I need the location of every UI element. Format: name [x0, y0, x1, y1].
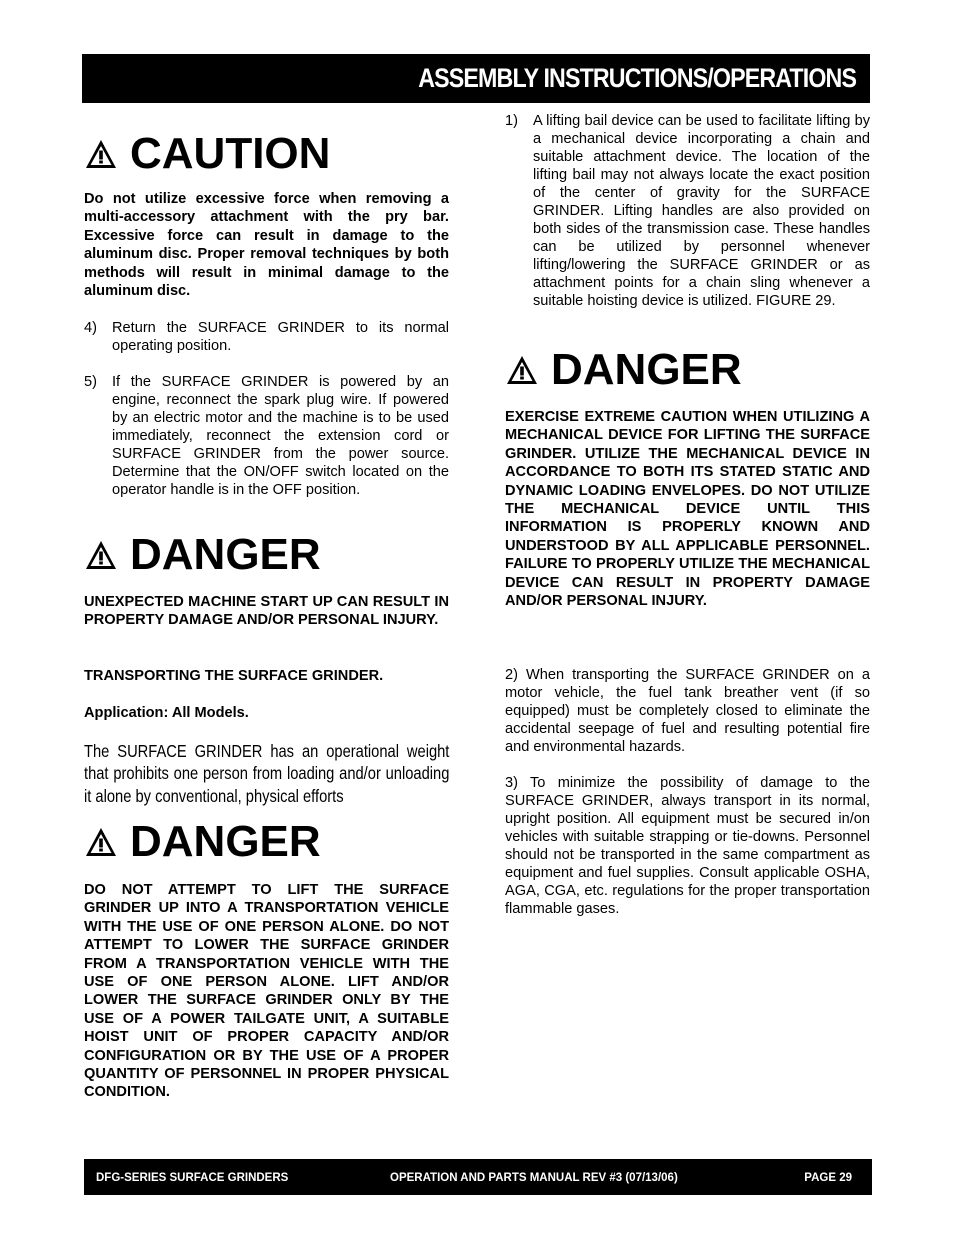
warning-triangle-icon: [505, 354, 539, 386]
list-item-text: A lifting bail device can be used to facilitate lifting by a mechanical device incorporating a chain and suitable attachment device. The location of the lifting bail may not always locate the exact position of the center of gravity for the SURFACE GRINDER. Lifting handles are also provided on both sides of the transmission case. These handles can be utilized by personnel whenever lifting/lowering the SURFACE GRINDER or as attachment points for a chain sling whenever a suitable hoisting device is utilized. FIGURE 29.: [533, 113, 870, 309]
danger-text-2: DO NOT ATTEMPT TO LIFT THE SURFACE GRINDER UP INTO A TRANSPORTATION VEHICLE WITH THE USE OF ONE PERSON ALONE. DO NOT ATTEMPT TO LOWER THE SURFACE GRINDER FROM A TRANSPORTATION VEHICLE WITH THE USE OF ONE PERSON ALONE. LIFT AND/OR LOWER THE SURFACE GRINDER ONLY BY THE USE OF A POWER TAILGATE UNIT, A SUITABLE HOIST UNIT OF PROPER CAPACITY AND/OR CONFIGURATION OR BY THE USE OF A PROPER QUANTITY OF PERSONNEL IN PROPER PHYSICAL CONDITION.: [84, 882, 449, 1101]
warning-triangle-icon: [84, 539, 118, 571]
application-note: Application: All Models.: [84, 705, 249, 721]
danger-text-1: UNEXPECTED MACHINE START UP CAN RESULT IN PROPERTY DAMAGE AND/OR PERSONAL INJURY.: [84, 594, 449, 629]
danger-label: DANGER: [130, 817, 321, 866]
footer-manual-revision: OPERATION AND PARTS MANUAL REV #3 (07/13/06): [390, 1172, 678, 1184]
footer-page-number: PAGE 29: [804, 1172, 852, 1184]
caution-label: CAUTION: [130, 129, 331, 178]
footer-bar: [84, 1159, 872, 1195]
danger-label: DANGER: [130, 530, 321, 579]
weight-paragraph: The SURFACE GRINDER has an operational weight that prohibits one person from loading and/or unloading it alone by conventional, physical efforts: [84, 741, 450, 806]
caution-text: Do not utilize excessive force when removing a multi-accessory attachment with the pry bar. Excessive force can result in damage to the aluminum disc. Proper removal techniques by both methods will result in minimal damage to the aluminum disc.: [84, 191, 449, 300]
danger-heading-1: [84, 530, 321, 579]
page-title: ASSEMBLY INSTRUCTIONS/OPERATIONS: [418, 63, 856, 93]
list-item-1: [505, 112, 870, 332]
paragraph-item-2: 2) When transporting the SURFACE GRINDER on a motor vehicle, the fuel tank breather vent (if so equipped) must be completely closed to eliminate the accidental seepage of fuel and resulting potential fire and environmental hazards.: [505, 667, 870, 755]
warning-triangle-icon: [84, 138, 118, 170]
warning-triangle-icon: [84, 826, 118, 858]
list-item-4: [84, 319, 449, 359]
paragraph-item-3: 3) To minimize the possibility of damage to the SURFACE GRINDER, always transport in its normal, upright position. All equipment must be secured in/on vehicles with suitable strapping or tie-downs. Personnel should not be transported in the same compartment as equipment and fuel supplies. Consult applicable OSHA, AGA, CGA, etc. regulations for the proper transportation flammable gases.: [505, 775, 870, 917]
list-item-number: 5): [84, 374, 97, 390]
list-item-text: If the SURFACE GRINDER is powered by an engine, reconnect the spark plug wire. If powered by an electric motor and the machine is to be used immediately, reconnect the extension cord or SURFACE GRINDER from the power source. Determine that the ON/OFF switch located on the operator handle is in the OFF position.: [112, 374, 449, 498]
danger-heading-3: [505, 345, 742, 394]
danger-text-3: EXERCISE EXTREME CAUTION WHEN UTILIZING A MECHANICAL DEVICE FOR LIFTING THE SURFACE GRINDER. UTILIZE THE MECHANICAL DEVICE IN ACCORDANCE TO BOTH ITS STATED STATIC AND DYNAMIC LOADING ENVELOPES. DO NOT UTILIZE THE MECHANICAL DEVICE UNTIL THIS INFORMATION IS PROPERLY KNOWN AND UNDERSTOOD BY ALL APPLICABLE PERSONNEL. FAILURE TO PROPERLY UTILIZE THE MECHANICAL DEVICE CAN RESULT IN PROPERTY DAMAGE AND/OR PERSONAL INJURY.: [505, 409, 870, 610]
danger-heading-2: [84, 817, 321, 866]
section-heading: TRANSPORTING THE SURFACE GRINDER.: [84, 668, 384, 684]
footer-manual-series: DFG-SERIES SURFACE GRINDERS: [96, 1172, 289, 1184]
list-item-number: 4): [84, 320, 97, 336]
danger-label: DANGER: [551, 345, 742, 394]
list-item-5: [84, 373, 449, 523]
list-item-number: 1): [505, 113, 518, 129]
caution-heading: [84, 129, 331, 178]
list-item-text: Return the SURFACE GRINDER to its normal operating position.: [112, 320, 449, 354]
header-bar: [82, 54, 870, 103]
